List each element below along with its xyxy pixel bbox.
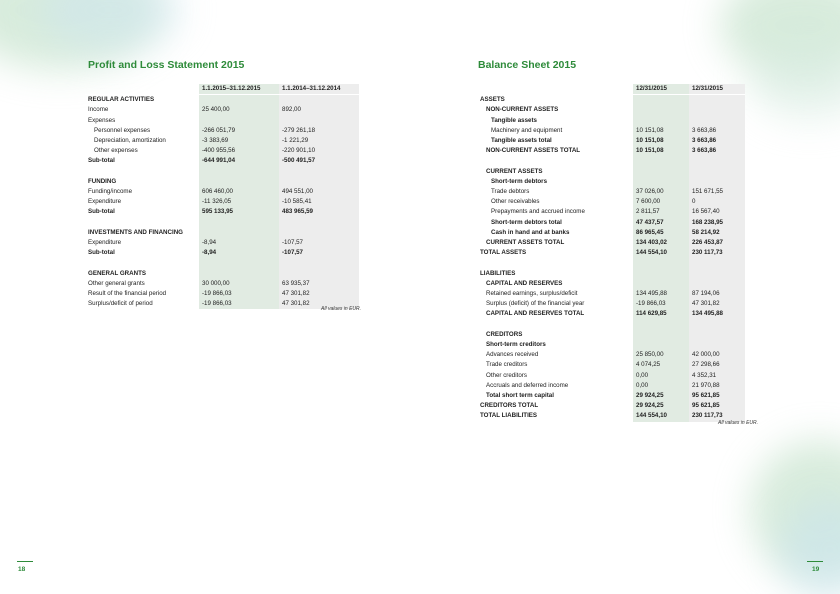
- table-row: [477, 391, 745, 401]
- table-row: [477, 330, 745, 340]
- value-current: [199, 95, 279, 106]
- page-title: Profit and Loss Statement 2015: [88, 59, 245, 71]
- value-current: 144 554,10: [633, 411, 689, 421]
- row-label: CURRENT ASSETS: [486, 167, 543, 175]
- row-label: LIABILITIES: [480, 269, 516, 277]
- value-previous: [689, 156, 745, 166]
- table-row: [85, 187, 359, 197]
- value-current: [199, 258, 279, 268]
- value-previous: [279, 218, 359, 228]
- table-row: [85, 299, 359, 309]
- table-row: [85, 116, 359, 126]
- table-row: [477, 401, 745, 411]
- value-current: 606 460,00: [199, 187, 279, 197]
- value-current: 10 151,08: [633, 126, 689, 136]
- value-previous: [689, 116, 745, 126]
- row-label: Trade debtors: [491, 188, 530, 196]
- value-previous: [279, 269, 359, 279]
- value-previous: [689, 330, 745, 340]
- row-label: CREDITORS TOTAL: [480, 402, 539, 410]
- value-previous: -279 261,18: [279, 126, 359, 136]
- table-row: [477, 299, 745, 309]
- table-row: [477, 218, 745, 228]
- value-current: 37 026,00: [633, 187, 689, 197]
- value-current: 10 151,08: [633, 146, 689, 156]
- row-label: REGULAR ACTIVITIES: [88, 96, 155, 104]
- table-row: [85, 105, 359, 115]
- table-row: [85, 279, 359, 289]
- value-previous: 230 117,73: [689, 411, 745, 421]
- value-current: [199, 228, 279, 238]
- value-current: 4 074,25: [633, 360, 689, 370]
- value-current: [199, 218, 279, 228]
- table-row: [477, 105, 745, 115]
- row-label: [85, 258, 199, 268]
- value-current: [633, 258, 689, 268]
- value-previous: 87 194,06: [689, 289, 745, 299]
- table-row: [477, 350, 745, 360]
- column-header-current: 12/31/2015: [633, 84, 689, 95]
- value-current: -19 866,03: [633, 299, 689, 309]
- table-row: [85, 95, 359, 106]
- table-row: [85, 136, 359, 146]
- row-label: Machinery and equipment: [491, 126, 563, 134]
- row-label: Short-term creditors: [486, 341, 546, 349]
- value-current: [199, 177, 279, 187]
- value-previous: 47 301,82: [689, 299, 745, 309]
- table-row: [477, 207, 745, 217]
- value-previous: [689, 269, 745, 279]
- table-row: [477, 289, 745, 299]
- row-label: [477, 320, 633, 330]
- value-previous: 63 935,37: [279, 279, 359, 289]
- value-previous: [279, 95, 359, 106]
- value-current: -11 326,05: [199, 197, 279, 207]
- value-previous: -10 585,41: [279, 197, 359, 207]
- row-label: [85, 218, 199, 228]
- value-previous: [689, 279, 745, 289]
- row-label: [477, 258, 633, 268]
- value-previous: 3 663,86: [689, 146, 745, 156]
- table-row: [85, 197, 359, 207]
- value-previous: 226 453,87: [689, 238, 745, 248]
- value-current: [633, 330, 689, 340]
- table-row: [85, 218, 359, 228]
- row-label: Accruals and deferred income: [486, 381, 569, 389]
- table-row: [85, 228, 359, 238]
- value-current: -3 383,69: [199, 136, 279, 146]
- table-row: [477, 197, 745, 207]
- value-current: [633, 269, 689, 279]
- table-row: [85, 207, 359, 217]
- row-label: Sub-total: [88, 208, 115, 216]
- table-row: [477, 126, 745, 136]
- row-label: GENERAL GRANTS: [88, 269, 146, 277]
- value-previous: [689, 105, 745, 115]
- table-row: [85, 238, 359, 248]
- table-row: [477, 248, 745, 258]
- value-current: [633, 156, 689, 166]
- value-previous: -1 221,29: [279, 136, 359, 146]
- table-header-row: [85, 84, 359, 95]
- value-previous: 58 214,92: [689, 228, 745, 238]
- table-row: [477, 309, 745, 319]
- value-current: [199, 167, 279, 177]
- row-label: Other receivables: [491, 198, 540, 206]
- table-header-row: [477, 84, 745, 95]
- table-row: [477, 136, 745, 146]
- table-row: [85, 177, 359, 187]
- value-current: [633, 116, 689, 126]
- table-row: [85, 258, 359, 268]
- column-header-previous: 1.1.2014–31.12.2014: [279, 84, 359, 95]
- value-current: [633, 95, 689, 106]
- value-current: 86 965,45: [633, 228, 689, 238]
- row-label: CURRENT ASSETS TOTAL: [486, 239, 565, 247]
- row-label: CAPITAL AND RESERVES: [486, 279, 563, 287]
- table-row: [477, 279, 745, 289]
- value-current: [633, 167, 689, 177]
- value-previous: 4 352,31: [689, 371, 745, 381]
- value-previous: [689, 167, 745, 177]
- value-previous: 47 301,82: [279, 299, 359, 309]
- value-current: 0,00: [633, 371, 689, 381]
- value-current: [633, 320, 689, 330]
- value-current: 0,00: [633, 381, 689, 391]
- table-row: [477, 360, 745, 370]
- table-row: [477, 177, 745, 187]
- row-label: Surplus/deficit of period: [88, 300, 153, 308]
- value-previous: 0: [689, 197, 745, 207]
- value-previous: [279, 177, 359, 187]
- row-label: TOTAL ASSETS: [480, 249, 527, 257]
- column-header-current: 1.1.2015–31.12.2015: [199, 84, 279, 95]
- row-label: Cash in hand and at banks: [491, 228, 570, 236]
- value-current: [199, 269, 279, 279]
- profit-loss-table: [85, 84, 359, 309]
- value-current: 30 000,00: [199, 279, 279, 289]
- row-label: Tangible assets total: [491, 137, 552, 145]
- value-previous: [279, 258, 359, 268]
- footnote: All values in EUR.: [718, 420, 759, 426]
- right-page: [420, 0, 840, 594]
- table-row: [477, 371, 745, 381]
- value-current: 10 151,08: [633, 136, 689, 146]
- value-current: 29 924,25: [633, 391, 689, 401]
- row-label: CAPITAL AND RESERVES TOTAL: [486, 310, 585, 318]
- value-current: -400 955,56: [199, 146, 279, 156]
- value-previous: 494 551,00: [279, 187, 359, 197]
- row-label: Total short term capital: [486, 392, 554, 400]
- table-row: [85, 289, 359, 299]
- row-label: ASSETS: [480, 96, 505, 104]
- row-label: NON-CURRENT ASSETS TOTAL: [486, 147, 581, 155]
- value-current: 7 600,00: [633, 197, 689, 207]
- value-current: 595 133,95: [199, 207, 279, 217]
- value-current: -19 866,03: [199, 299, 279, 309]
- value-current: 25 400,00: [199, 105, 279, 115]
- value-previous: 230 117,73: [689, 248, 745, 258]
- table-row: [477, 381, 745, 391]
- header-empty-cell: [477, 84, 633, 95]
- table-row: [477, 167, 745, 177]
- value-previous: -220 901,10: [279, 146, 359, 156]
- value-current: -8,94: [199, 248, 279, 258]
- value-current: 25 850,00: [633, 350, 689, 360]
- row-label: Advances received: [486, 351, 539, 359]
- value-current: 134 403,02: [633, 238, 689, 248]
- row-label: Expenditure: [88, 198, 122, 206]
- row-label: INVESTMENTS AND FINANCING: [88, 228, 183, 236]
- row-label: Depreciation, amortization: [94, 137, 166, 145]
- value-previous: -107,57: [279, 238, 359, 248]
- table-row: [477, 340, 745, 350]
- value-previous: [279, 116, 359, 126]
- value-previous: [689, 258, 745, 268]
- row-label: Personnel expenses: [94, 126, 151, 134]
- row-label: [85, 167, 199, 177]
- row-label: Other expenses: [94, 147, 138, 155]
- row-label: Prepayments and accrued income: [491, 208, 585, 216]
- row-label: Sub-total: [88, 157, 115, 165]
- value-current: 144 554,10: [633, 248, 689, 258]
- row-label: Expenses: [88, 116, 116, 124]
- value-current: [633, 340, 689, 350]
- value-previous: 3 663,86: [689, 126, 745, 136]
- value-current: 47 437,57: [633, 218, 689, 228]
- header-empty-cell: [85, 84, 199, 95]
- table-row: [85, 269, 359, 279]
- value-previous: -107,57: [279, 248, 359, 258]
- value-previous: [689, 340, 745, 350]
- value-current: 114 629,85: [633, 309, 689, 319]
- table-row: [477, 95, 745, 106]
- row-label: Other general grants: [88, 279, 145, 287]
- row-label: Tangible assets: [491, 116, 537, 124]
- table-row: [85, 146, 359, 156]
- page-title: Balance Sheet 2015: [478, 59, 577, 71]
- row-label: Result of the financial period: [88, 290, 167, 298]
- table-row: [477, 156, 745, 166]
- value-current: 134 495,88: [633, 289, 689, 299]
- table-row: [477, 411, 745, 421]
- value-previous: 3 663,86: [689, 136, 745, 146]
- value-current: -8,94: [199, 238, 279, 248]
- value-previous: 483 965,59: [279, 207, 359, 217]
- table-row: [477, 187, 745, 197]
- value-current: [633, 279, 689, 289]
- value-previous: [279, 167, 359, 177]
- value-previous: 27 298,66: [689, 360, 745, 370]
- row-label: Retained earnings, surplus/deficit: [486, 290, 578, 298]
- table-row: [85, 248, 359, 258]
- table-row: [477, 258, 745, 268]
- value-previous: 168 238,95: [689, 218, 745, 228]
- value-previous: 42 000,00: [689, 350, 745, 360]
- row-label: [477, 156, 633, 166]
- value-current: [199, 116, 279, 126]
- value-current: [633, 177, 689, 187]
- value-previous: [689, 177, 745, 187]
- row-label: Income: [88, 106, 109, 114]
- value-current: 29 924,25: [633, 401, 689, 411]
- footnote: All values in EUR.: [321, 306, 362, 312]
- row-label: Funding/income: [88, 188, 133, 196]
- value-current: -19 866,03: [199, 289, 279, 299]
- value-previous: [689, 320, 745, 330]
- table-row: [477, 146, 745, 156]
- value-previous: 95 621,85: [689, 391, 745, 401]
- value-previous: 134 495,88: [689, 309, 745, 319]
- row-label: FUNDING: [88, 177, 117, 185]
- column-header-previous: 12/31/2015: [689, 84, 745, 95]
- value-current: -644 991,04: [199, 156, 279, 166]
- value-previous: [689, 95, 745, 106]
- table-row: [85, 126, 359, 136]
- value-current: [633, 105, 689, 115]
- value-previous: -500 491,57: [279, 156, 359, 166]
- value-previous: 47 301,82: [279, 289, 359, 299]
- table-row: [85, 156, 359, 166]
- page-number: 18: [18, 566, 26, 573]
- table-row: [477, 238, 745, 248]
- row-label: Short-term debtors: [491, 177, 548, 185]
- value-current: 2 811,57: [633, 207, 689, 217]
- row-label: Trade creditors: [486, 361, 528, 369]
- row-label: NON-CURRENT ASSETS: [486, 106, 559, 114]
- row-label: Surplus (deficit) of the financial year: [486, 300, 585, 308]
- page-number-rule: [807, 561, 823, 562]
- row-label: Other creditors: [486, 371, 527, 379]
- row-label: TOTAL LIABILITIES: [480, 412, 538, 420]
- value-current: -266 051,79: [199, 126, 279, 136]
- row-label: Short-term debtors total: [491, 218, 562, 226]
- table-row: [477, 320, 745, 330]
- balance-sheet-table: [477, 84, 745, 422]
- value-previous: [279, 228, 359, 238]
- page-number-rule: [17, 561, 33, 562]
- table-row: [477, 269, 745, 279]
- row-label: CREDITORS: [486, 330, 523, 338]
- table-row: [477, 228, 745, 238]
- value-previous: 892,00: [279, 105, 359, 115]
- value-previous: 16 567,40: [689, 207, 745, 217]
- table-row: [477, 116, 745, 126]
- page-number: 19: [812, 566, 820, 573]
- value-previous: 21 970,88: [689, 381, 745, 391]
- table-row: [85, 167, 359, 177]
- value-previous: 151 671,55: [689, 187, 745, 197]
- row-label: Expenditure: [88, 239, 122, 247]
- row-label: Sub-total: [88, 249, 115, 257]
- value-previous: 95 621,85: [689, 401, 745, 411]
